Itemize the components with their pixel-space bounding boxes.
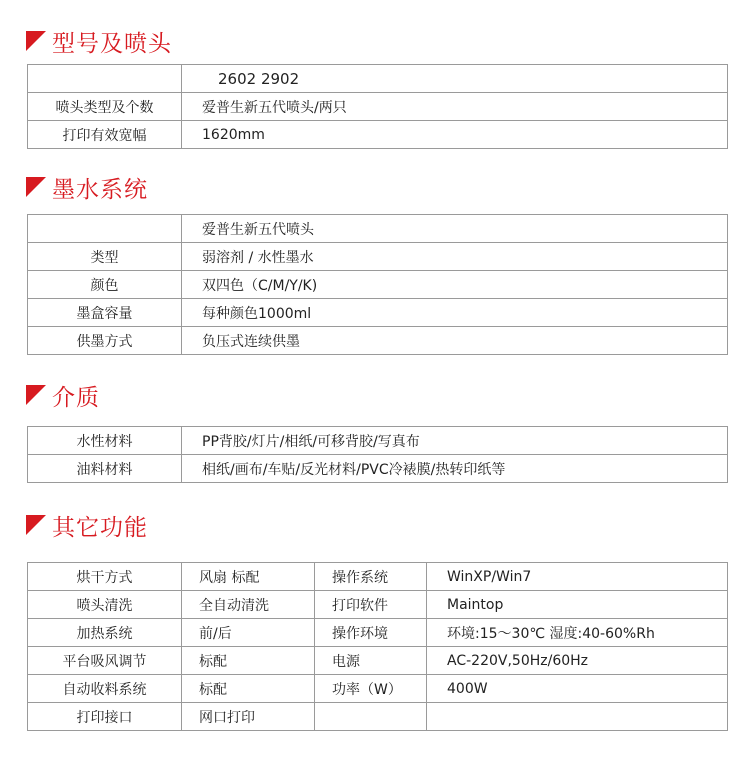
table-row (28, 299, 728, 327)
table-row (28, 703, 728, 731)
row-value: 2602 2902 (182, 65, 728, 93)
table-row (28, 427, 728, 455)
table-row (28, 215, 728, 243)
row-label: 油料材料 (28, 455, 182, 483)
row-value: 前/后 (182, 619, 315, 647)
row-value: 标配 (182, 647, 315, 675)
row-value-2: 环境:15～30℃ 湿度:40-60%Rh (427, 619, 728, 647)
row-value: 每种颜色1000ml (182, 299, 728, 327)
row-label: 水性材料 (28, 427, 182, 455)
section-title-media (26, 380, 100, 410)
row-value: 爱普生新五代喷头/两只 (182, 93, 728, 121)
row-value: 相纸/画布/车贴/反光材料/PVC冷裱膜/热转印纸等 (182, 455, 728, 483)
table-row (28, 271, 728, 299)
row-label: 烘干方式 (28, 563, 182, 591)
ink-table (27, 214, 728, 355)
table-row (28, 121, 728, 149)
row-label (28, 65, 182, 93)
row-label-2: 操作系统 (315, 563, 427, 591)
row-value: 负压式连续供墨 (182, 327, 728, 355)
row-label-2: 打印软件 (315, 591, 427, 619)
row-label-2: 操作环境 (315, 619, 427, 647)
row-label-2: 功率（W） (315, 675, 427, 703)
section-title-ink (26, 172, 148, 202)
table-row (28, 455, 728, 483)
row-label-2: 电源 (315, 647, 427, 675)
functions-table (27, 562, 728, 731)
red-triangle-icon (26, 177, 46, 197)
row-value: 弱溶剂 / 水性墨水 (182, 243, 728, 271)
table-row (28, 243, 728, 271)
red-triangle-icon (26, 31, 46, 51)
row-value-2: WinXP/Win7 (427, 563, 728, 591)
row-value: 风扇 标配 (182, 563, 315, 591)
row-value-2: AC-220V,50Hz/60Hz (427, 647, 728, 675)
table-row (28, 675, 728, 703)
table-row (28, 327, 728, 355)
row-value-2 (427, 703, 728, 731)
row-label: 打印接口 (28, 703, 182, 731)
row-label: 颜色 (28, 271, 182, 299)
row-value-2: 400W (427, 675, 728, 703)
row-label: 喷头类型及个数 (28, 93, 182, 121)
row-value: 1620mm (182, 121, 728, 149)
row-value: 双四色（C/M/Y/K) (182, 271, 728, 299)
model-table (27, 64, 728, 149)
row-label: 墨盒容量 (28, 299, 182, 327)
table-row (28, 563, 728, 591)
row-label (28, 215, 182, 243)
table-row (28, 647, 728, 675)
red-triangle-icon (26, 385, 46, 405)
section-title-text: 其它功能 (52, 514, 148, 541)
table-row (28, 591, 728, 619)
row-label: 供墨方式 (28, 327, 182, 355)
row-value: 网口打印 (182, 703, 315, 731)
row-value: 标配 (182, 675, 315, 703)
red-triangle-icon (26, 515, 46, 535)
section-title-text: 墨水系统 (52, 176, 148, 203)
table-row (28, 93, 728, 121)
row-label: 自动收料系统 (28, 675, 182, 703)
row-value-2: Maintop (427, 591, 728, 619)
table-row (28, 619, 728, 647)
row-label: 加热系统 (28, 619, 182, 647)
section-title-model (26, 26, 172, 56)
row-label-2 (315, 703, 427, 731)
row-value: 爱普生新五代喷头 (182, 215, 728, 243)
section-title-functions (26, 510, 148, 540)
media-table (27, 426, 728, 483)
section-title-text: 介质 (52, 384, 100, 411)
row-value: PP背胶/灯片/相纸/可移背胶/写真布 (182, 427, 728, 455)
row-label: 平台吸风调节 (28, 647, 182, 675)
table-row (28, 65, 728, 93)
row-label: 类型 (28, 243, 182, 271)
section-title-text: 型号及喷头 (52, 30, 172, 57)
row-label: 打印有效宽幅 (28, 121, 182, 149)
row-value: 全自动清洗 (182, 591, 315, 619)
row-label: 喷头清洗 (28, 591, 182, 619)
